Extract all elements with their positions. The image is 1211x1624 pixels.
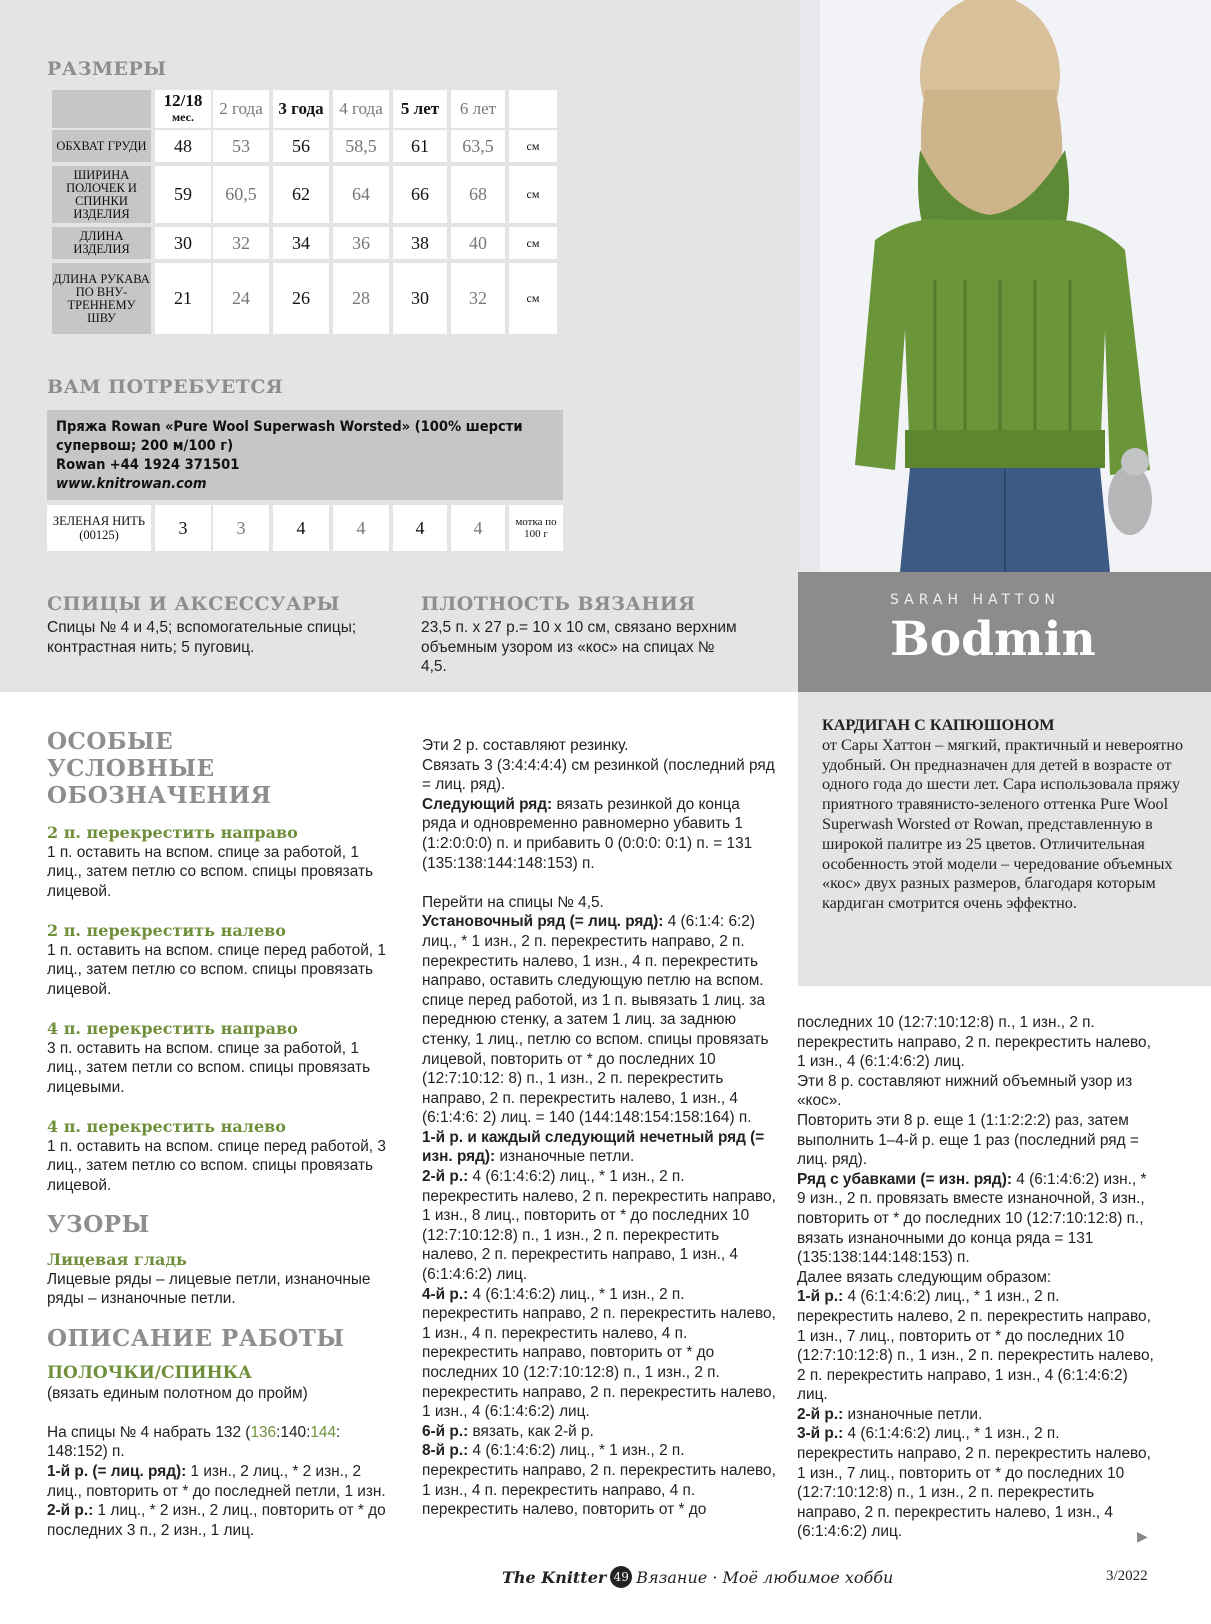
next-page-arrow-icon[interactable]: ▶ <box>1137 1528 1148 1544</box>
size-value: 63,5 <box>451 130 505 162</box>
col3-row-1: 1-й р.: 4 (6:1:4:6:2) лиц., * 1 изн., 2 п. перекрестить налево, 2 п. перекрестить направо, 1 изн., 7 лиц., повторить от * до последних 10 (12:7:10:12:8) п., 1 изн., 2 п. перекрестить налево, 2 п. перекрестить направо, 1 изн., 4 (6:1:4:6:2) лиц. <box>797 1288 1154 1404</box>
notation-3-heading: 4 п. перекрестить направо <box>47 1018 298 1038</box>
size-value: 62 <box>273 166 329 223</box>
size-unit: см <box>509 166 557 223</box>
size-header: 12/18 мес. <box>155 90 211 128</box>
size-row-label: ОБХВАТ ГРУДИ <box>52 130 151 162</box>
col3-c1: последних 10 (12:7:10:12:8) п., 1 изн., 2 п. перекрестить направо, 2 п. перекрестить налево, 1 изн., 4 (6:1:4:6:2) лиц. <box>797 1014 1151 1071</box>
col2-row-8: 8-й р.: 4 (6:1:4:6:2) лиц., * 1 изн., 2 п. перекрестить направо, 2 п. перекрестить налево, 1 изн., 4 п. перекрестить направо, 4 п. перекрестить налево, повторить от * до <box>422 1442 776 1519</box>
yarn-brand: Пряжа Rowan <box>56 418 161 435</box>
col3-dec-row: Ряд с убавками (= изн. ряд): 4 (6:1:4:6:2) изн., * 9 изн., 2 п. провязать вместе изнаночной, 3 изн., повторить от * до последних 10 (12:7:10:12:8) п., вязать изнаночными до конца ряда = 131 (135:138:144:148:153) п. <box>797 1170 1147 1267</box>
phone: +44 1924 371501 <box>109 456 240 473</box>
cast-on-text: На спицы № 4 набрать 132 (136:140:144: 148:152) п. <box>47 1423 341 1461</box>
issue-date: 3/2022 <box>1106 1568 1148 1584</box>
col2-switch: Перейти на спицы № 4,5. <box>422 893 604 911</box>
pattern-1-text: Лицевые ряды – лицевые петли, изнаночные ряды – изнаночные петли. <box>47 1270 371 1308</box>
footer <box>0 1566 1211 1590</box>
needles-title: СПИЦЫ И АКСЕССУАРЫ <box>47 593 341 615</box>
column-2 <box>422 736 777 1520</box>
designer-name: SARAH HATTON <box>890 592 1060 608</box>
col3-then: Далее вязать следующим образом: <box>797 1268 1052 1286</box>
column-1 <box>47 728 392 1540</box>
yarn-amount: 3 <box>213 505 269 551</box>
col3-row-2: 2-й р.: изнаночные петли. <box>797 1405 983 1423</box>
size-value: 56 <box>273 130 329 162</box>
sizes-title: РАЗМЕРЫ <box>47 58 167 80</box>
intro-box <box>798 692 1211 986</box>
size-value: 30 <box>155 227 211 259</box>
size-unit: см <box>509 130 557 162</box>
yarn-amount: 4 <box>273 505 329 551</box>
yarn-text: «Pure Wool Superwash Worsted» (100% шерсти супервош; 200 м/100 г) <box>56 418 523 454</box>
yarn-color-label: ЗЕЛЕНАЯ НИТЬ (00125) <box>47 505 151 551</box>
size-header: 5 лет <box>393 90 447 128</box>
size-unit: см <box>509 263 557 334</box>
size-value: 34 <box>273 227 329 259</box>
child-cardigan-illustration <box>800 0 1211 572</box>
col2-row-6: 6-й р.: вязать, как 2-й р. <box>422 1422 594 1440</box>
needed-title: ВАМ ПОТРЕБУЕТСЯ <box>47 376 284 398</box>
product-photo <box>800 0 1211 572</box>
col3-c3: Повторить эти 8 р. еще 1 (1:1:2:2:2) раз, затем выполнить 1–4-й р. еще 1 раз (последний ряд = лиц. ряд). <box>797 1111 1139 1169</box>
caption-box <box>798 572 1211 692</box>
patterns-title: УЗОРЫ <box>47 1211 150 1239</box>
notation-2-text: 1 п. оставить на вспом. спице перед работой, 1 лиц., затем петлю со вспом. спицы провязать лицевой. <box>47 941 386 998</box>
size-value: 26 <box>273 263 329 334</box>
gauge-text: 23,5 п. х 27 р.= 10 х 10 см, связано верхним объемным узором из «кос» на спицах № 4,5. <box>421 619 737 675</box>
gauge-title: ПЛОТНОСТЬ ВЯЗАНИЯ <box>421 593 696 615</box>
size-header: 3 года <box>273 90 329 128</box>
size-header: 6 лет <box>451 90 505 128</box>
col3-c2: Эти 8 р. составляют нижний объемный узор из «кос». <box>797 1072 1133 1110</box>
size-value: 66 <box>393 166 447 223</box>
yarn-amount: 3 <box>155 505 211 551</box>
size-value: 61 <box>393 130 447 162</box>
size-value: 59 <box>155 166 211 223</box>
yarn-amount: 4 <box>393 505 447 551</box>
intro-lead: КАРДИГАН С КАПЮШОНОМ <box>822 716 1055 734</box>
size-value: 32 <box>213 227 269 259</box>
size-unit: см <box>509 227 557 259</box>
yarn-amount: 4 <box>333 505 389 551</box>
size-value: 21 <box>155 263 211 334</box>
page-number: 49 <box>610 1566 632 1588</box>
work-title: ОПИСАНИЕ РАБОТЫ <box>47 1325 345 1353</box>
work-section-note: (вязать единым полотном до пройм) <box>47 1384 308 1402</box>
notation-1-heading: 2 п. перекрестить направо <box>47 823 298 842</box>
footer-brand: The Knitter <box>502 1567 607 1587</box>
size-value: 38 <box>393 227 447 259</box>
notation-4-heading: 4 п. перекрестить налево <box>47 1116 286 1136</box>
sizes-corner <box>52 90 151 128</box>
col2-odd-rows: 1-й р. и каждый следующий нечетный ряд (= изн. ряд): изнаночные петли. <box>422 1128 765 1166</box>
footer-tagline: Вязание · Моё любимое хобби <box>636 1567 894 1587</box>
size-value: 30 <box>393 263 447 334</box>
col2-setup-row: Установочный ряд (= лиц. ряд): 4 (6:1:4: 6:2) лиц., * 1 изн., 2 п. перекрестить направо, 2 п. перекрестить налево, 1 изн., 4 п. перекрестить направо, оставить следующую петлю на вспом. спице перед работой, из 1 п. вывязать 1 лиц. за переднюю стенку, а затем 1 лиц. за заднюю стенку, 1 лиц., петлю со вспом. спицы провязать лицевой, повторить от * до последних 10 (12:7:10:12: 8) п., 1 изн., 2 п. перекрестить направо, 2 п. перекрестить налево, 1 изн., 4 (6:1:4:6: 2) лиц. = 140 (144:148:154:158:164) п. <box>422 913 769 1127</box>
size-value: 68 <box>451 166 505 223</box>
yarn-amount-unit: мотка по 100 г <box>509 505 563 551</box>
notation-2-heading: 2 п. перекрестить налево <box>47 920 286 940</box>
yarn-info <box>47 410 563 500</box>
yarn-amount: 4 <box>451 505 505 551</box>
col3-row-3: 3-й р.: 4 (6:1:4:6:2) лиц., * 1 изн., 2 п. перекрестить направо, 2 п. перекрестить налево, 1 изн., 7 лиц., повторить от * до последних 10 (12:7:10:12:8) п., 1 изн., 2 п. перекрестить направо, 2 п. перекрестить налево, 1 изн., 4 (6:1:4:6:2) лиц. <box>797 1425 1151 1541</box>
col2-row-2: 2-й р.: 4 (6:1:4:6:2) лиц., * 1 изн., 2 п. перекрестить налево, 2 п. перекрестить направо, 1 изн., 8 лиц., повторить от * до последних 10 (12:7:10:12:8) п., 1 изн., 2 п. перекрестить налево, 2 п. перекрестить направо, 1 изн., 4 (6:1:4:6:2) лиц. <box>422 1168 776 1284</box>
notation-1-text: 1 п. оставить на вспом. спице за работой, 1 лиц., затем петлю со вспом. спицы провязать лицевой. <box>47 843 374 900</box>
size-value: 32 <box>451 263 505 334</box>
size-row-label: ШИРИНА ПОЛОЧЕК И СПИНКИ ИЗДЕЛИЯ <box>52 166 151 223</box>
size-value: 64 <box>333 166 389 223</box>
col2-a1: Эти 2 р. составляют резинку. <box>422 737 629 754</box>
size-header: 4 года <box>333 90 389 128</box>
notation-4-text: 1 п. оставить на вспом. спице перед работой, 3 лиц., затем петлю со вспом. спицы провязать лицевой. <box>47 1137 386 1194</box>
intro-body: от Сары Хаттон – мягкий, практичный и невероятно удобный. Он предназначен для детей в возрасте от одного года до шести лет. Сара использовала пряжу приятного травянисто-зеленого оттенка Pure Wool Superwash Worsted от Rowan, представленную в широкой палитре из 25 цветов. Отличительная особенность этой модели – чередование объемных «кос» двух разных размеров, благодаря которым кардиган смотрится очень эффектно. <box>822 735 1184 913</box>
website-link[interactable]: www.knitrowan.com <box>56 475 207 492</box>
size-value: 36 <box>333 227 389 259</box>
col2-row-4: 4-й р.: 4 (6:1:4:6:2) лиц., * 1 изн., 2 п. перекрестить направо, 2 п. перекрестить налево, 1 изн., 4 п. перекрестить налево, 4 п. перекрестить направо, повторить от * до последних 10 (12:7:10:12:8) п., 1 изн., 2 п. перекрестить направо, 2 п. перекрестить налево, 1 изн., 4 (6:1:4:6:2) лиц. <box>422 1285 776 1421</box>
size-value: 28 <box>333 263 389 334</box>
pattern-1-heading: Лицевая гладь <box>47 1250 187 1270</box>
row-1-text: 1-й р. (= лиц. ряд): 1 изн., 2 лиц., * 2 изн., 2 лиц., повторить от * до последней петли, 1 изн. <box>47 1463 386 1500</box>
size-value: 53 <box>213 130 269 162</box>
row-2-text: 2-й р.: 1 лиц., * 2 изн., 2 лиц., повторить от * до последних 3 п., 2 изн., 1 лиц. <box>47 1502 386 1539</box>
col2-a2: Связать 3 (3:4:4:4:4) см резинкой (последний ряд = лиц. ряд). <box>422 756 775 794</box>
size-value: 24 <box>213 263 269 334</box>
phone-brand: Rowan <box>56 456 106 473</box>
needles-text: Спицы № 4 и 4,5; вспомогательные спицы; контрастная нить; 5 пуговиц. <box>47 619 357 656</box>
size-row-label: ДЛИНА РУКАВА ПО ВНУ-ТРЕННЕМУ ШВУ <box>52 263 151 334</box>
col2-next-row: Следующий ряд: вязать резинкой до конца ряда и одновременно равномерно убавить 1 (1:2:0:0:0) п. и прибавить 0 (0:0:0: 0:1) п. = 131 (135:138:144:148:153) п. <box>422 795 753 872</box>
size-header: 2 года <box>213 90 269 128</box>
pattern-title: Bodmin <box>890 612 1096 667</box>
size-value: 40 <box>451 227 505 259</box>
size-value: 48 <box>155 130 211 162</box>
column-3 <box>797 1013 1157 1542</box>
notation-3-text: 3 п. оставить на вспом. спице за работой, 1 лиц., затем петли со вспом. спицы провязать лицевыми. <box>47 1039 371 1096</box>
footer-brand-line <box>502 1566 893 1588</box>
size-value: 60,5 <box>213 166 269 223</box>
size-value: 58,5 <box>333 130 389 162</box>
size-header-blank <box>509 90 557 128</box>
intro-text <box>822 716 1197 914</box>
special-notation-title: ОСОБЫЕ УСЛОВНЫЕ ОБОЗНАЧЕНИЯ <box>47 728 272 809</box>
work-section-heading: ПОЛОЧКИ/СПИНКА <box>47 1363 252 1384</box>
size-row-label: ДЛИНА ИЗДЕЛИЯ <box>52 227 151 259</box>
